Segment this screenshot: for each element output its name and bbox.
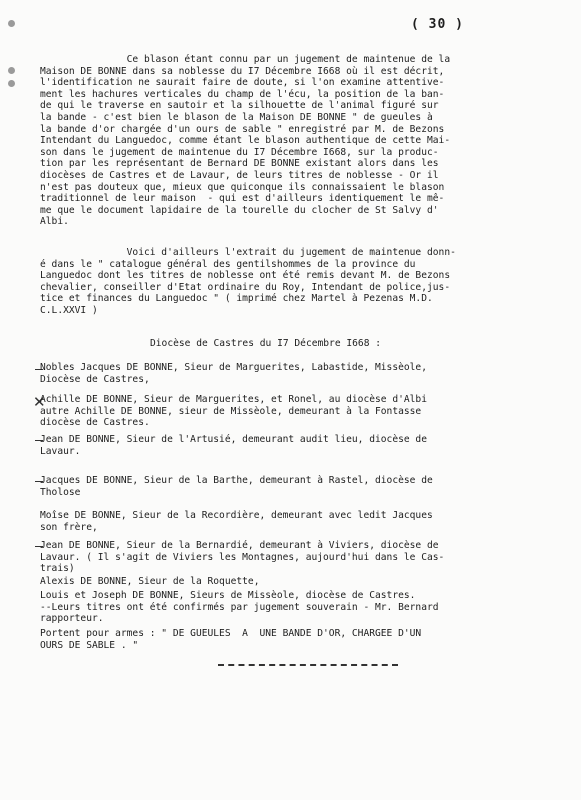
page-number: ( 30 ) xyxy=(411,17,464,32)
punch-hole xyxy=(8,20,15,27)
paragraph-extract: Voici d'ailleurs l'extrait du jugement de maintenue donn- é dans le " catalogue général des gentilshommes de la province du Languedoc dont les titres de noblesse ont été remis devant M. de Bezons chevalier, conseiller d'Etat ordinaire du Roy, Intendant de police,jus- tice et finances du Languedoc " ( imprimé chez Martel à Pezenas M.D. C.L.XXVI ) xyxy=(40,247,456,316)
list-entry: Moîse DE BONNE, Sieur de la Recordière, demeurant avec ledit Jacques son frère, xyxy=(40,510,433,533)
list-entry: Jean DE BONNE, Sieur de la Bernardié, demeurant à Viviers, diocèse de Lavaur. ( Il s'agit de Viviers les Montagnes, aujourd'hui dans le Cas- trais) xyxy=(40,540,445,575)
list-entry: Jean DE BONNE, Sieur de l'Artusié, demeurant audit lieu, diocèse de Lavaur. xyxy=(40,434,427,457)
closing-rule xyxy=(218,664,398,666)
closing-arms: Portent pour armes : " DE GUEULES A UNE BANDE D'OR, CHARGEE D'UN OURS DE SABLE . " xyxy=(40,628,422,651)
list-entry: Alexis DE BONNE, Sieur de la Roquette, xyxy=(40,576,260,587)
paragraph-blazon: Ce blason étant connu par un jugement de maintenue de la Maison DE BONNE dans sa noblesse du I7 Décembre I668 où il est décrit, l'identification ne saurait faire de doute, si l'on examine attentive- ment les hachures verticales du champ de l'écu, la position de la ban- de qui le traverse en sautoir et la silhouette de l'animal figuré sur la bande - c'est bien le blason de la Maison DE BONNE " de gueules à la bande d'or chargée d'un ours de sable " enregistré par M. de Bezons Intendant du Languedoc, comme étant le blason authentique de cette Mai- son dans le jugement de maintenue du I7 Décembre I668, sur la produc- tion par les représentant de Bernard DE BONNE existant alors dans les diocèses de Castres et de Lavaur, de leurs titres de noblesse - Or il n'est pas douteux que, mieux que quiconque ils connaissaient le blason traditionnel de leur maison - qui est d'ailleurs identiquement le mê- me que le document lapidaire de la tourelle du clocher de St Salvy d' Albi. xyxy=(40,54,451,228)
list-entry: Jacques DE BONNE, Sieur de la Barthe, demeurant à Rastel, diocèse de Tholose xyxy=(40,475,433,498)
list-entry: Nobles Jacques DE BONNE, Sieur de Marguerites, Labastide, Missèole, Diocèse de Castres, xyxy=(40,362,427,385)
punch-hole xyxy=(8,67,15,74)
list-entry: Louis et Joseph DE BONNE, Sieurs de Missèole, diocèse de Castres. --Leurs titres ont été confirmés par jugement souverain - Mr. Bernard rapporteur. xyxy=(40,590,439,625)
section-heading: Diocèse de Castres du I7 Décembre I668 : xyxy=(150,338,382,349)
x-mark-icon: ✕ xyxy=(33,393,46,411)
list-entry: Achille DE BONNE, Sieur de Marguerites, et Ronel, au diocèse d'Albi autre Achille DE BONNE, sieur de Missèole, demeurant à la Fontasse diocèse de Castres. xyxy=(40,394,427,429)
punch-hole xyxy=(8,80,15,87)
